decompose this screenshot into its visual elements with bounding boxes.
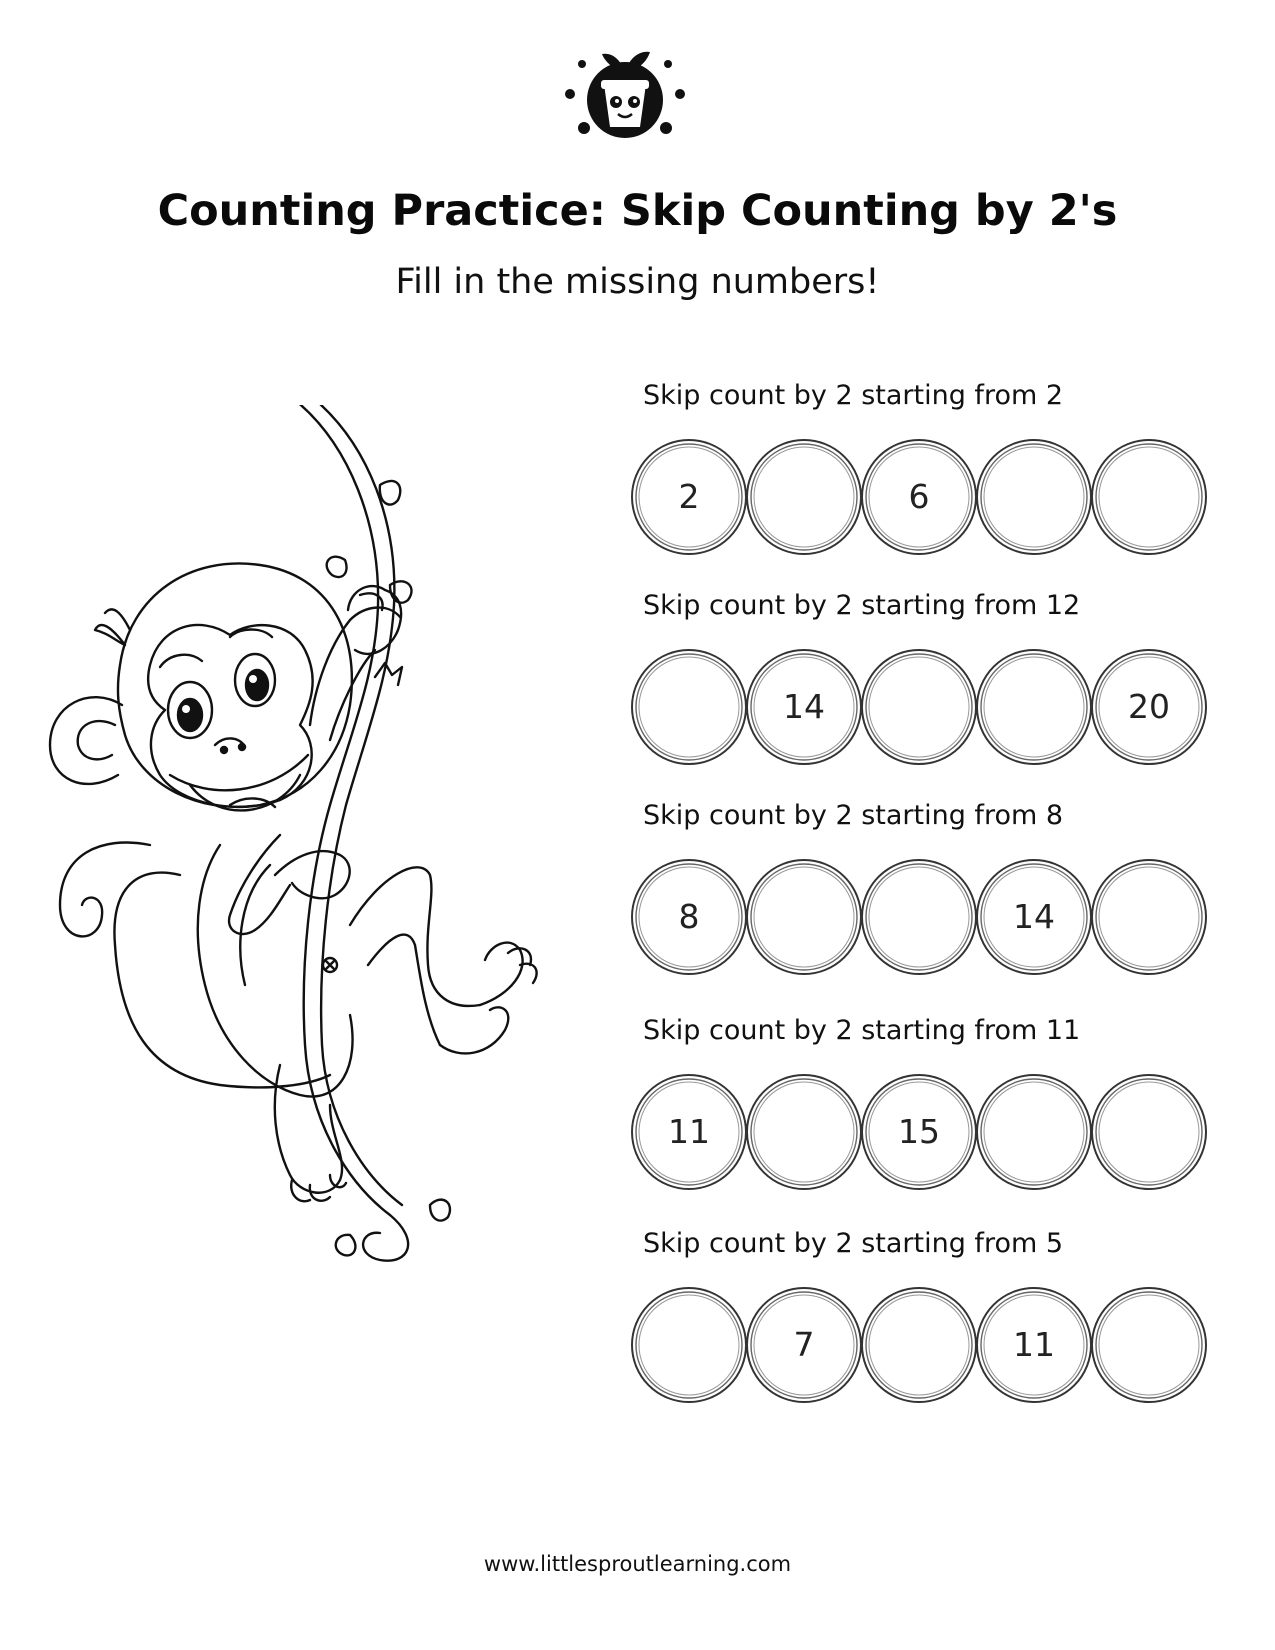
page-title: Counting Practice: Skip Counting by 2's: [157, 186, 1118, 236]
answer-circle[interactable]: [858, 646, 980, 768]
answer-circle[interactable]: [973, 436, 1095, 558]
answer-circle[interactable]: [628, 856, 750, 978]
answer-value: [1088, 1284, 1210, 1406]
exercise-2: [628, 590, 1248, 790]
answer-circle[interactable]: [973, 856, 1095, 978]
answer-value: 11: [668, 1112, 710, 1151]
answer-circle[interactable]: [628, 436, 750, 558]
exercise-instruction: Skip count by 2 starting from 8: [643, 800, 1064, 831]
answer-value: [973, 436, 1095, 558]
exercise-5: [628, 1228, 1248, 1428]
exercise-4: [628, 1015, 1248, 1215]
page-subtitle: Fill in the missing numbers!: [395, 262, 880, 302]
answer-value: [743, 1071, 865, 1193]
exercise-instruction: Skip count by 2 starting from 2: [643, 380, 1064, 411]
answer-row: [628, 646, 1248, 774]
answer-circle[interactable]: [1088, 1284, 1210, 1406]
answer-circle[interactable]: [743, 1071, 865, 1193]
answer-value: [628, 1284, 750, 1406]
answer-circle[interactable]: [628, 1071, 750, 1193]
answer-value: 20: [1128, 687, 1170, 726]
answer-circle[interactable]: [973, 646, 1095, 768]
answer-circle[interactable]: [1088, 646, 1210, 768]
logo: [560, 32, 690, 152]
answer-value: [628, 646, 750, 768]
answer-value: [1088, 436, 1210, 558]
answer-value: [743, 856, 865, 978]
answer-value: [858, 856, 980, 978]
answer-value: [858, 646, 980, 768]
answer-value: 2: [678, 477, 700, 516]
answer-value: 11: [1013, 1325, 1055, 1364]
answer-value: [973, 1071, 1095, 1193]
answer-value: [1088, 856, 1210, 978]
answer-circle[interactable]: [628, 1284, 750, 1406]
monkey-swinging-on-vine-icon: [30, 405, 610, 1335]
answer-circle[interactable]: [743, 1284, 865, 1406]
answer-value: [743, 436, 865, 558]
answer-value: 6: [908, 477, 930, 516]
answer-value: 7: [793, 1325, 815, 1364]
answer-row: [628, 1284, 1248, 1412]
answer-row: [628, 436, 1248, 564]
exercise-instruction: Skip count by 2 starting from 5: [643, 1228, 1064, 1259]
exercise-1: [628, 380, 1248, 580]
answer-circle[interactable]: [628, 646, 750, 768]
answer-circle[interactable]: [858, 1071, 980, 1193]
answer-circle[interactable]: [973, 1284, 1095, 1406]
answer-circle[interactable]: [858, 436, 980, 558]
answer-row: [628, 1071, 1248, 1199]
answer-circle[interactable]: [1088, 1071, 1210, 1193]
answer-circle[interactable]: [1088, 856, 1210, 978]
answer-value: 15: [898, 1112, 940, 1151]
potted-sprout-face-icon: [560, 32, 690, 152]
answer-value: [1088, 1071, 1210, 1193]
answer-circle[interactable]: [743, 436, 865, 558]
exercise-instruction: Skip count by 2 starting from 12: [643, 590, 1081, 621]
answer-circle[interactable]: [973, 1071, 1095, 1193]
monkey-illustration: [30, 405, 610, 1335]
exercise-instruction: Skip count by 2 starting from 11: [643, 1015, 1081, 1046]
answer-circle[interactable]: [743, 646, 865, 768]
answer-circle[interactable]: [743, 856, 865, 978]
answer-circle[interactable]: [858, 1284, 980, 1406]
answer-row: [628, 856, 1248, 984]
answer-circle[interactable]: [858, 856, 980, 978]
answer-value: 14: [783, 687, 825, 726]
answer-value: [973, 646, 1095, 768]
answer-circle[interactable]: [1088, 436, 1210, 558]
footer-url[interactable]: www.littlesproutlearning.com: [483, 1552, 792, 1576]
answer-value: 8: [678, 897, 700, 936]
answer-value: 14: [1013, 897, 1055, 936]
exercise-3: [628, 800, 1248, 1000]
answer-value: [858, 1284, 980, 1406]
